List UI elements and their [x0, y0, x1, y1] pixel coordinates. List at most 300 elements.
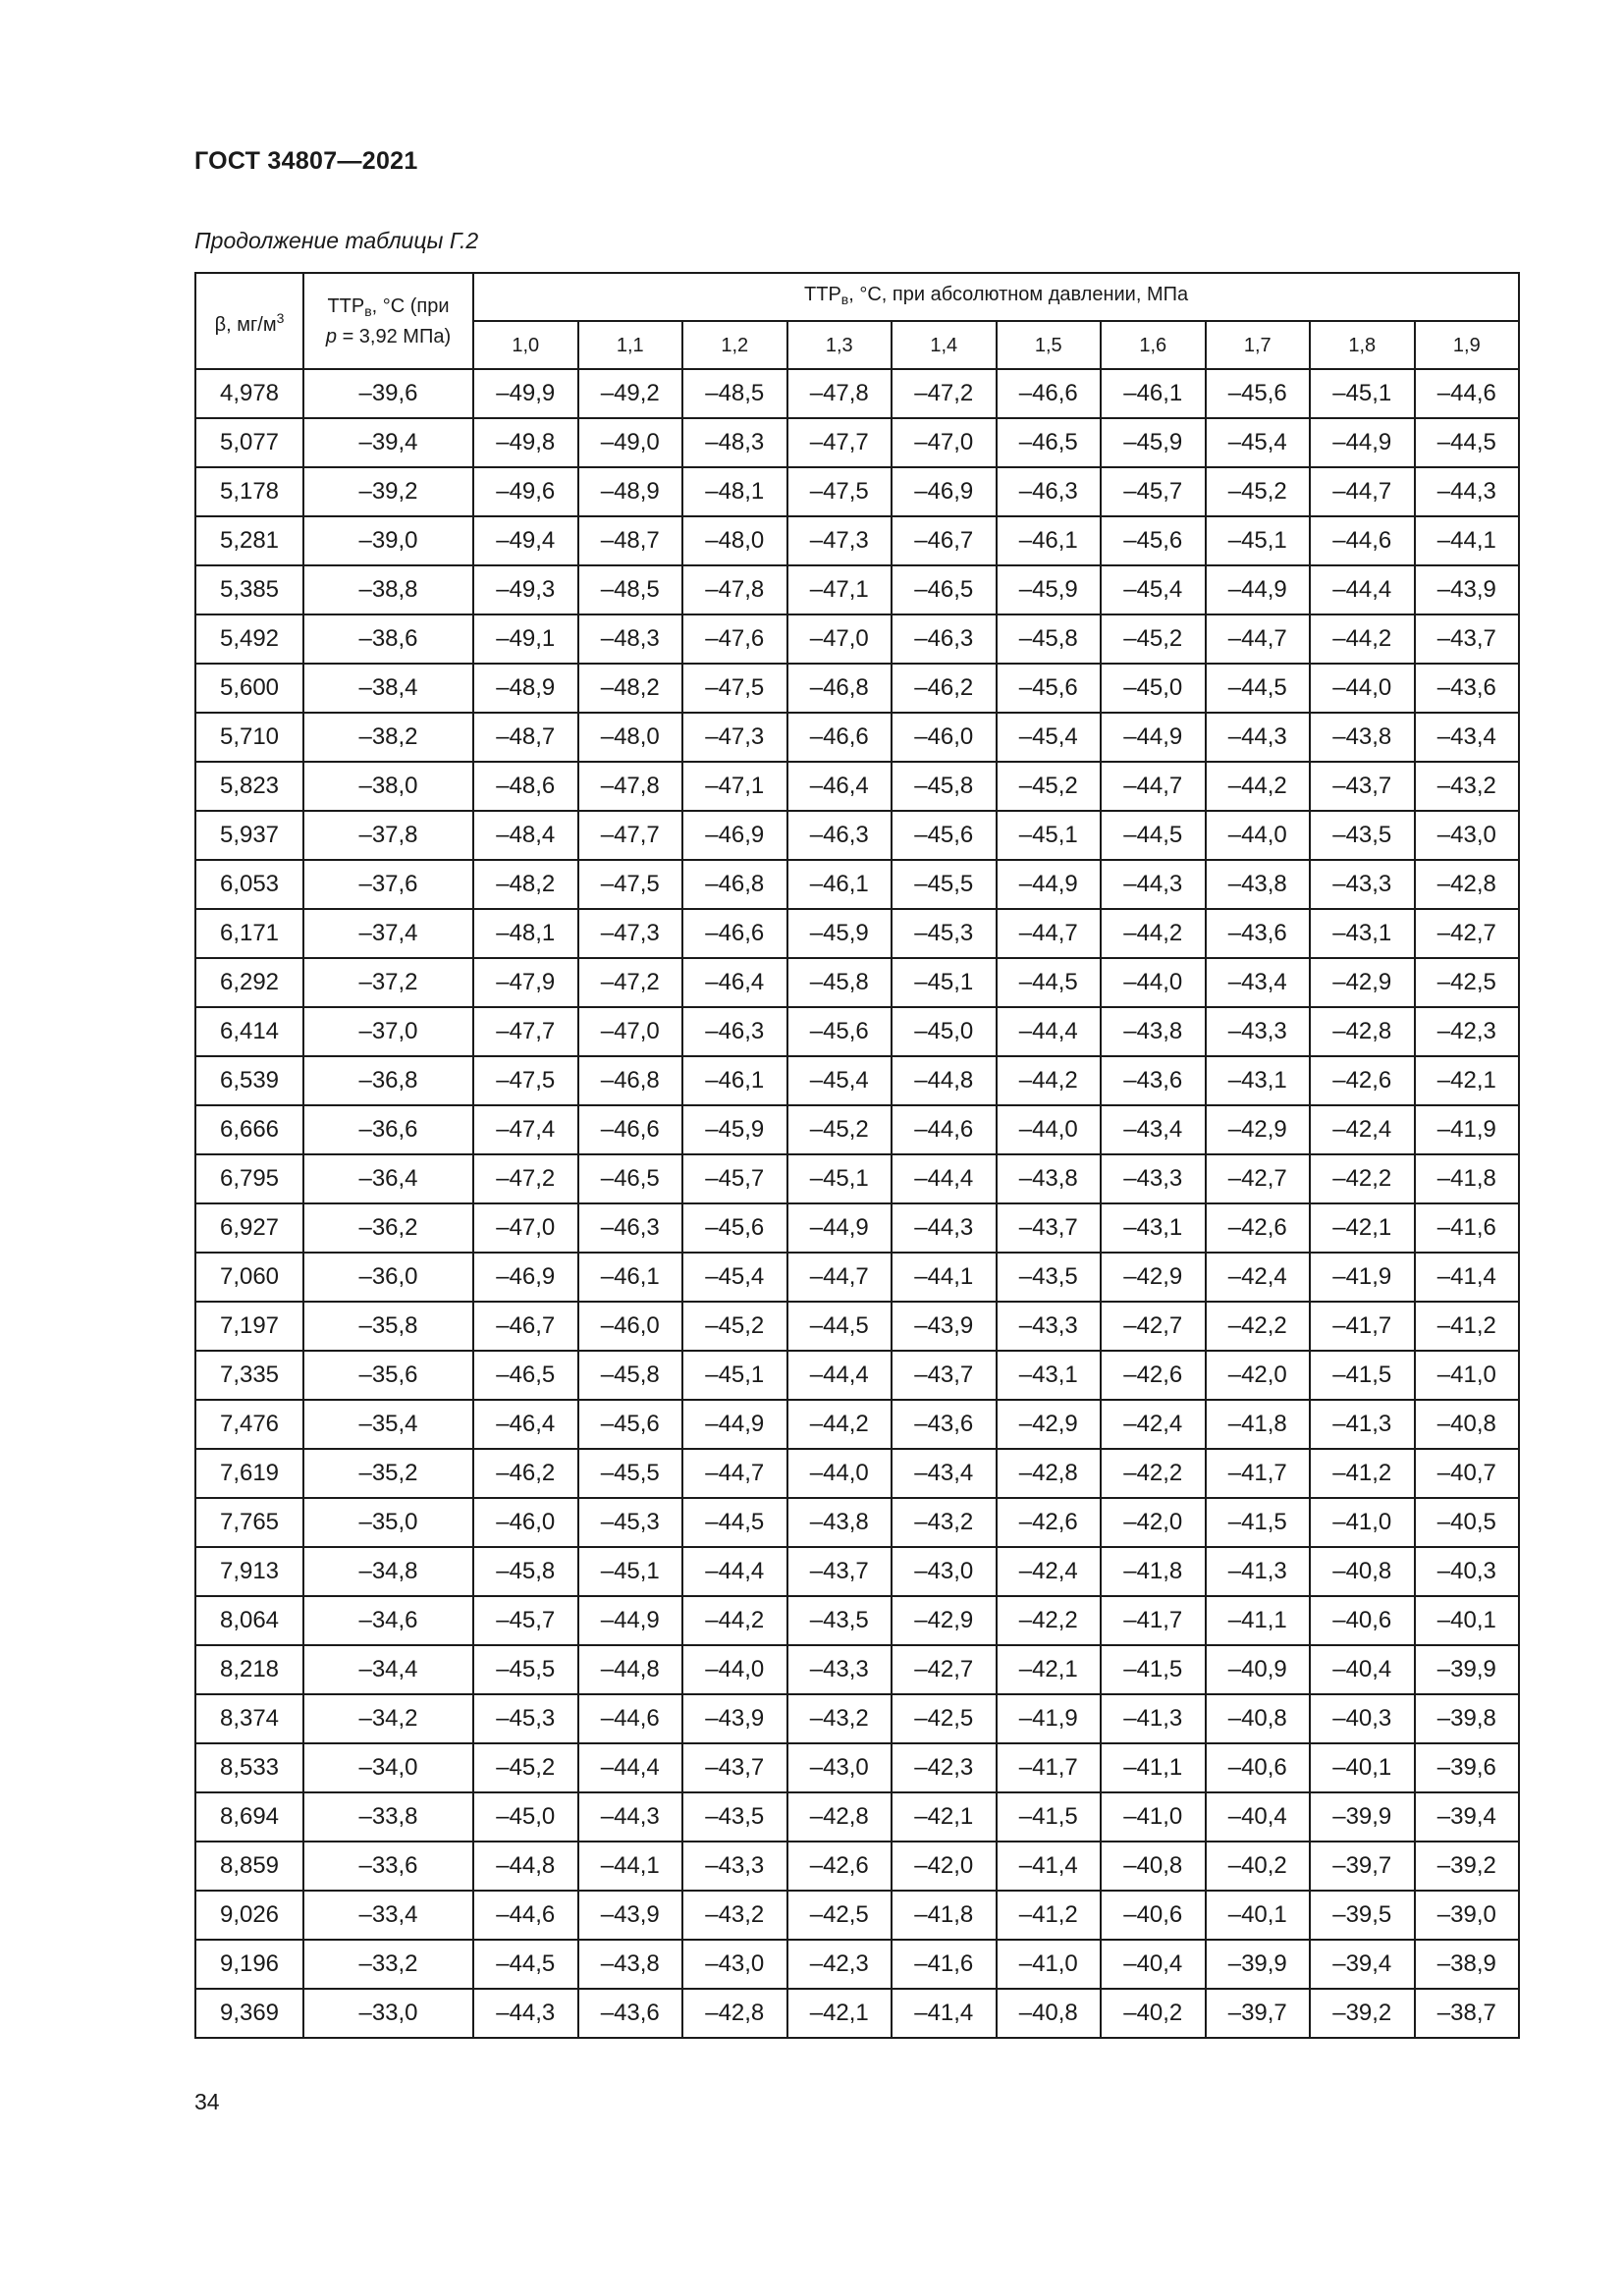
ttp-3-92-cell: –33,0 — [303, 1989, 473, 2038]
ttp-pressure-cell: –45,0 — [1101, 664, 1206, 713]
beta-cell: 9,196 — [195, 1940, 303, 1989]
ttp-pressure-cell: –44,6 — [1310, 516, 1415, 565]
ttp-pressure-cell: –40,4 — [1310, 1645, 1415, 1694]
ttp-pressure-cell: –45,3 — [892, 909, 997, 958]
ttp-pressure-cell: –43,7 — [787, 1547, 893, 1596]
beta-cell: 5,281 — [195, 516, 303, 565]
ttp-pressure-cell: –47,5 — [787, 467, 893, 516]
ttp-pressure-cell: –46,1 — [578, 1253, 683, 1302]
beta-cell: 4,978 — [195, 369, 303, 418]
ttp-pressure-cell: –48,5 — [578, 565, 683, 614]
ttp-pressure-cell: –41,7 — [1101, 1596, 1206, 1645]
ttp-pressure-cell: –46,0 — [578, 1302, 683, 1351]
ttp-pressure-cell: –47,5 — [682, 664, 787, 713]
ttp-pressure-cell: –43,2 — [682, 1891, 787, 1940]
header-pressure-cell: 1,2 — [682, 321, 787, 369]
ttp-pressure-cell: –47,9 — [473, 958, 578, 1007]
ttp-pressure-cell: –43,6 — [578, 1989, 683, 2038]
beta-cell: 8,064 — [195, 1596, 303, 1645]
ttp-pressure-cell: –44,3 — [1101, 860, 1206, 909]
ttp-pressure-cell: –41,3 — [1310, 1400, 1415, 1449]
ttp-pressure-cell: –44,2 — [1206, 762, 1311, 811]
header-beta: β, $мг/м^3$ — [195, 273, 303, 369]
ttp-3-92-cell: –37,0 — [303, 1007, 473, 1056]
ttp-pressure-cell: –46,9 — [892, 467, 997, 516]
table-row — [195, 1645, 1519, 1694]
ttp-pressure-cell: –46,5 — [892, 565, 997, 614]
ttp-pressure-cell: –43,4 — [892, 1449, 997, 1498]
ttp-3-92-cell: –37,4 — [303, 909, 473, 958]
ttp-pressure-cell: –43,8 — [1206, 860, 1311, 909]
ttp-pressure-cell: –44,0 — [997, 1105, 1102, 1154]
table-row — [195, 1989, 1519, 2038]
ttp-3-92-cell: –34,0 — [303, 1743, 473, 1792]
ttp-pressure-cell: –40,6 — [1101, 1891, 1206, 1940]
table-row — [195, 369, 1519, 418]
table-row — [195, 909, 1519, 958]
ttp-pressure-cell: –39,8 — [1415, 1694, 1520, 1743]
ttp-pressure-cell: –46,6 — [787, 713, 893, 762]
ttp-pressure-cell: –48,9 — [473, 664, 578, 713]
beta-cell: 7,335 — [195, 1351, 303, 1400]
ttp-pressure-cell: –47,5 — [473, 1056, 578, 1105]
ttp-pressure-cell: –41,2 — [997, 1891, 1102, 1940]
ttp-pressure-cell: –44,5 — [1415, 418, 1520, 467]
ttp-pressure-cell: –44,0 — [1206, 811, 1311, 860]
ttp-pressure-cell: –48,2 — [473, 860, 578, 909]
ttp-3-92-cell: –39,4 — [303, 418, 473, 467]
ttp-pressure-cell: –38,9 — [1415, 1940, 1520, 1989]
beta-cell: 6,292 — [195, 958, 303, 1007]
ttp-pressure-cell: –43,9 — [892, 1302, 997, 1351]
beta-cell: 6,666 — [195, 1105, 303, 1154]
ttp-pressure-cell: –42,2 — [1101, 1449, 1206, 1498]
header-pressure-cell: 1,4 — [892, 321, 997, 369]
ttp-pressure-cell: –43,0 — [787, 1743, 893, 1792]
ttp-pressure-cell: –39,4 — [1415, 1792, 1520, 1842]
ttp-pressure-cell: –44,1 — [1415, 516, 1520, 565]
beta-cell: 9,369 — [195, 1989, 303, 2038]
table-row — [195, 1891, 1519, 1940]
ttp-pressure-cell: –43,6 — [892, 1400, 997, 1449]
ttp-pressure-cell: –48,3 — [578, 614, 683, 664]
beta-cell: 8,859 — [195, 1842, 303, 1891]
table-row — [195, 1694, 1519, 1743]
table-row — [195, 713, 1519, 762]
ttp-pressure-cell: –45,5 — [578, 1449, 683, 1498]
ttp-pressure-cell: –44,4 — [787, 1351, 893, 1400]
ttp-pressure-cell: –43,3 — [682, 1842, 787, 1891]
ttp-pressure-cell: –41,0 — [1310, 1498, 1415, 1547]
ttp-pressure-cell: –46,6 — [682, 909, 787, 958]
ttp-pressure-cell: –43,8 — [1310, 713, 1415, 762]
header-pressure-cell: 1,1 — [578, 321, 683, 369]
ttp-pressure-cell: –45,2 — [787, 1105, 893, 1154]
header-pressure-group: $ТТР_в$, °С, при абсолютном давлении, МПа — [473, 273, 1519, 321]
ttp-pressure-cell: –47,3 — [682, 713, 787, 762]
ttp-pressure-cell: –40,1 — [1206, 1891, 1311, 1940]
ttp-pressure-cell: –42,5 — [1415, 958, 1520, 1007]
ttp-pressure-cell: –49,1 — [473, 614, 578, 664]
ttp-pressure-cell: –46,1 — [997, 516, 1102, 565]
ttp-pressure-cell: –48,9 — [578, 467, 683, 516]
ttp-pressure-cell: –47,2 — [473, 1154, 578, 1203]
ttp-pressure-cell: –45,8 — [892, 762, 997, 811]
ttp-pressure-cell: –43,7 — [997, 1203, 1102, 1253]
ttp-pressure-cell: –44,5 — [997, 958, 1102, 1007]
ttp-pressure-cell: –45,5 — [892, 860, 997, 909]
ttp-pressure-cell: –47,8 — [578, 762, 683, 811]
ttp-pressure-cell: –41,8 — [892, 1891, 997, 1940]
ttp-pressure-cell: –43,3 — [1310, 860, 1415, 909]
ttp-pressure-cell: –48,4 — [473, 811, 578, 860]
beta-cell: 7,619 — [195, 1449, 303, 1498]
ttp-pressure-cell: –40,4 — [1206, 1792, 1311, 1842]
ttp-pressure-cell: –42,8 — [682, 1989, 787, 2038]
ttp-3-92-cell: –33,6 — [303, 1842, 473, 1891]
ttp-pressure-cell: –46,4 — [473, 1400, 578, 1449]
ttp-pressure-cell: –42,1 — [892, 1792, 997, 1842]
beta-cell: 7,765 — [195, 1498, 303, 1547]
ttp-pressure-cell: –43,1 — [1206, 1056, 1311, 1105]
ttp-pressure-cell: –46,3 — [892, 614, 997, 664]
header-pressure-cell: 1,3 — [787, 321, 893, 369]
ttp-pressure-cell: –44,0 — [682, 1645, 787, 1694]
ttp-pressure-cell: –46,3 — [578, 1203, 683, 1253]
ttp-pressure-cell: –46,8 — [682, 860, 787, 909]
ttp-pressure-cell: –40,8 — [1310, 1547, 1415, 1596]
ttp-pressure-cell: –42,1 — [1415, 1056, 1520, 1105]
ttp-pressure-cell: –48,7 — [578, 516, 683, 565]
ttp-pressure-cell: –42,0 — [1101, 1498, 1206, 1547]
ttp-3-92-cell: –36,4 — [303, 1154, 473, 1203]
header-pressure-cell: 1,0 — [473, 321, 578, 369]
ttp-pressure-cell: –44,9 — [578, 1596, 683, 1645]
ttp-pressure-cell: –43,7 — [682, 1743, 787, 1792]
ttp-pressure-cell: –42,9 — [1206, 1105, 1311, 1154]
ttp-pressure-cell: –39,9 — [1206, 1940, 1311, 1989]
ttp-pressure-cell: –47,8 — [787, 369, 893, 418]
ttp-pressure-cell: –49,3 — [473, 565, 578, 614]
table-row — [195, 418, 1519, 467]
ttp-pressure-cell: –42,6 — [787, 1842, 893, 1891]
beta-cell: 5,600 — [195, 664, 303, 713]
ttp-pressure-cell: –40,2 — [1101, 1989, 1206, 2038]
ttp-pressure-cell: –44,4 — [1310, 565, 1415, 614]
ttp-pressure-cell: –44,5 — [682, 1498, 787, 1547]
ttp-pressure-cell: –39,9 — [1310, 1792, 1415, 1842]
ttp-3-92-cell: –37,6 — [303, 860, 473, 909]
ttp-pressure-cell: –41,5 — [1101, 1645, 1206, 1694]
table-row — [195, 1154, 1519, 1203]
beta-cell: 7,913 — [195, 1547, 303, 1596]
ttp-pressure-cell: –46,0 — [473, 1498, 578, 1547]
ttp-pressure-cell: –40,3 — [1415, 1547, 1520, 1596]
ttp-pressure-cell: –45,8 — [997, 614, 1102, 664]
ttp-pressure-cell: –40,6 — [1206, 1743, 1311, 1792]
beta-cell: 8,694 — [195, 1792, 303, 1842]
ttp-pressure-cell: –44,3 — [473, 1989, 578, 2038]
ttp-pressure-cell: –45,8 — [787, 958, 893, 1007]
table-row — [195, 762, 1519, 811]
ttp-pressure-cell: –41,3 — [1206, 1547, 1311, 1596]
ttp-pressure-cell: –47,6 — [682, 614, 787, 664]
table-row — [195, 1253, 1519, 1302]
ttp-pressure-cell: –45,9 — [997, 565, 1102, 614]
ttp-pressure-cell: –41,7 — [1206, 1449, 1311, 1498]
ttp-3-92-cell: –35,2 — [303, 1449, 473, 1498]
ttp-pressure-cell: –42,4 — [1310, 1105, 1415, 1154]
ttp-pressure-cell: –45,9 — [1101, 418, 1206, 467]
ttp-pressure-cell: –42,1 — [1310, 1203, 1415, 1253]
ttp-pressure-cell: –44,8 — [892, 1056, 997, 1105]
table-row — [195, 614, 1519, 664]
ttp-pressure-cell: –45,9 — [787, 909, 893, 958]
ttp-pressure-cell: –46,9 — [473, 1253, 578, 1302]
ttp-pressure-cell: –45,6 — [1206, 369, 1311, 418]
ttp-pressure-cell: –41,8 — [1206, 1400, 1311, 1449]
ttp-pressure-cell: –40,3 — [1310, 1694, 1415, 1743]
ttp-pressure-cell: –45,7 — [473, 1596, 578, 1645]
ttp-pressure-cell: –44,8 — [473, 1842, 578, 1891]
header-pressure-cell: 1,9 — [1415, 321, 1520, 369]
table-row — [195, 1351, 1519, 1400]
ttp-pressure-cell: –45,6 — [997, 664, 1102, 713]
beta-cell: 7,197 — [195, 1302, 303, 1351]
ttp-pressure-cell: –44,3 — [892, 1203, 997, 1253]
ttp-3-92-cell: –35,0 — [303, 1498, 473, 1547]
ttp-pressure-cell: –48,7 — [473, 713, 578, 762]
ttp-pressure-cell: –44,4 — [578, 1743, 683, 1792]
ttp-pressure-cell: –46,9 — [682, 811, 787, 860]
ttp-pressure-cell: –44,6 — [578, 1694, 683, 1743]
ttp-pressure-cell: –43,8 — [787, 1498, 893, 1547]
beta-cell: 6,795 — [195, 1154, 303, 1203]
ttp-pressure-cell: –44,8 — [578, 1645, 683, 1694]
beta-cell: 6,414 — [195, 1007, 303, 1056]
ttp-pressure-cell: –43,2 — [1415, 762, 1520, 811]
ttp-pressure-cell: –42,7 — [892, 1645, 997, 1694]
ttp-pressure-cell: –43,7 — [892, 1351, 997, 1400]
table-row — [195, 516, 1519, 565]
ttp-pressure-cell: –46,4 — [682, 958, 787, 1007]
ttp-pressure-cell: –45,4 — [997, 713, 1102, 762]
ttp-pressure-cell: –48,6 — [473, 762, 578, 811]
ttp-3-92-cell: –38,6 — [303, 614, 473, 664]
ttp-pressure-cell: –46,0 — [892, 713, 997, 762]
ttp-pressure-cell: –43,9 — [682, 1694, 787, 1743]
ttp-pressure-cell: –44,6 — [892, 1105, 997, 1154]
ttp-3-92-cell: –38,2 — [303, 713, 473, 762]
table-row — [195, 1400, 1519, 1449]
ttp-pressure-cell: –44,5 — [1101, 811, 1206, 860]
ttp-pressure-cell: –41,9 — [997, 1694, 1102, 1743]
ttp-pressure-cell: –41,7 — [997, 1743, 1102, 1792]
ttp-3-92-cell: –36,8 — [303, 1056, 473, 1105]
ttp-pressure-cell: –44,6 — [473, 1891, 578, 1940]
ttp-pressure-cell: –42,4 — [1206, 1253, 1311, 1302]
ttp-3-92-cell: –39,2 — [303, 467, 473, 516]
beta-cell: 5,385 — [195, 565, 303, 614]
ttp-pressure-cell: –42,8 — [997, 1449, 1102, 1498]
ttp-pressure-cell: –42,7 — [1101, 1302, 1206, 1351]
ttp-pressure-cell: –45,3 — [578, 1498, 683, 1547]
ttp-pressure-cell: –45,2 — [1206, 467, 1311, 516]
ttp-pressure-cell: –46,1 — [787, 860, 893, 909]
ttp-3-92-cell: –39,0 — [303, 516, 473, 565]
ttp-pressure-cell: –47,3 — [578, 909, 683, 958]
ttp-pressure-cell: –44,0 — [1101, 958, 1206, 1007]
table-row — [195, 467, 1519, 516]
ttp-pressure-cell: –48,3 — [682, 418, 787, 467]
ttp-pressure-cell: –41,1 — [1206, 1596, 1311, 1645]
ttp-pressure-cell: –40,8 — [1206, 1694, 1311, 1743]
beta-cell: 7,476 — [195, 1400, 303, 1449]
ttp-pressure-cell: –41,0 — [997, 1940, 1102, 1989]
ttp-pressure-cell: –49,0 — [578, 418, 683, 467]
ttp-pressure-cell: –43,0 — [682, 1940, 787, 1989]
ttp-pressure-cell: –42,3 — [787, 1940, 893, 1989]
ttp-pressure-cell: –44,1 — [892, 1253, 997, 1302]
ttp-pressure-cell: –45,3 — [473, 1694, 578, 1743]
ttp-pressure-cell: –43,1 — [1101, 1203, 1206, 1253]
ttp-pressure-cell: –40,4 — [1101, 1940, 1206, 1989]
ttp-pressure-cell: –44,4 — [997, 1007, 1102, 1056]
ttp-pressure-cell: –46,3 — [997, 467, 1102, 516]
beta-cell: 6,053 — [195, 860, 303, 909]
table-row — [195, 958, 1519, 1007]
ttp-pressure-cell: –43,5 — [997, 1253, 1102, 1302]
table-row — [195, 811, 1519, 860]
ttp-pressure-cell: –42,2 — [1206, 1302, 1311, 1351]
ttp-3-92-cell: –38,4 — [303, 664, 473, 713]
ttp-pressure-cell: –43,5 — [682, 1792, 787, 1842]
ttp-3-92-cell: –36,6 — [303, 1105, 473, 1154]
ttp-pressure-cell: –41,5 — [997, 1792, 1102, 1842]
ttp-pressure-cell: –45,4 — [1101, 565, 1206, 614]
beta-cell: 7,060 — [195, 1253, 303, 1302]
ttp-pressure-cell: –39,7 — [1310, 1842, 1415, 1891]
ttp-pressure-cell: –48,1 — [682, 467, 787, 516]
ttp-pressure-cell: –42,8 — [787, 1792, 893, 1842]
ttp-3-92-cell: –35,6 — [303, 1351, 473, 1400]
ttp-3-92-cell: –37,2 — [303, 958, 473, 1007]
ttp-pressure-cell: –43,4 — [1415, 713, 1520, 762]
ttp-pressure-cell: –45,4 — [787, 1056, 893, 1105]
ttp-pressure-cell: –43,7 — [1310, 762, 1415, 811]
ttp-pressure-cell: –41,7 — [1310, 1302, 1415, 1351]
table-row — [195, 1792, 1519, 1842]
ttp-pressure-cell: –41,8 — [1415, 1154, 1520, 1203]
ttp-pressure-cell: –46,1 — [1101, 369, 1206, 418]
table-row — [195, 1302, 1519, 1351]
ttp-pressure-cell: –39,2 — [1415, 1842, 1520, 1891]
ttp-3-92-cell: –34,6 — [303, 1596, 473, 1645]
ttp-pressure-cell: –43,1 — [1310, 909, 1415, 958]
ttp-pressure-cell: –48,1 — [473, 909, 578, 958]
ttp-pressure-cell: –48,0 — [682, 516, 787, 565]
ttp-pressure-cell: –43,9 — [578, 1891, 683, 1940]
table-row — [195, 860, 1519, 909]
ttp-pressure-cell: –41,6 — [1415, 1203, 1520, 1253]
ttp-pressure-cell: –43,8 — [997, 1154, 1102, 1203]
ttp-pressure-cell: –44,2 — [1101, 909, 1206, 958]
ttp-pressure-cell: –39,9 — [1415, 1645, 1520, 1694]
ttp-pressure-cell: –49,8 — [473, 418, 578, 467]
ttp-pressure-cell: –47,3 — [787, 516, 893, 565]
ttp-pressure-cell: –41,9 — [1415, 1105, 1520, 1154]
ttp-pressure-cell: –49,6 — [473, 467, 578, 516]
ttp-pressure-cell: –41,1 — [1101, 1743, 1206, 1792]
beta-cell: 6,171 — [195, 909, 303, 958]
ttp-pressure-cell: –41,5 — [1310, 1351, 1415, 1400]
ttp-pressure-cell: –39,5 — [1310, 1891, 1415, 1940]
ttp-pressure-cell: –41,9 — [1310, 1253, 1415, 1302]
ttp-pressure-cell: –45,6 — [578, 1400, 683, 1449]
beta-cell: 9,026 — [195, 1891, 303, 1940]
ttp-pressure-cell: –45,2 — [997, 762, 1102, 811]
ttp-pressure-cell: –42,5 — [892, 1694, 997, 1743]
ttp-pressure-cell: –42,9 — [997, 1400, 1102, 1449]
ttp-pressure-cell: –42,9 — [1310, 958, 1415, 1007]
ttp-pressure-cell: –41,0 — [1415, 1351, 1520, 1400]
table-caption: Продолжение таблицы Г.2 — [194, 228, 479, 253]
ttp-pressure-cell: –42,9 — [1101, 1253, 1206, 1302]
ttp-pressure-cell: –45,6 — [682, 1203, 787, 1253]
ttp-pressure-cell: –45,1 — [578, 1547, 683, 1596]
beta-cell: 6,539 — [195, 1056, 303, 1105]
beta-cell: 6,927 — [195, 1203, 303, 1253]
ttp-pressure-cell: –45,0 — [892, 1007, 997, 1056]
ttp-pressure-cell: –40,6 — [1310, 1596, 1415, 1645]
ttp-3-92-cell: –33,2 — [303, 1940, 473, 1989]
ttp-pressure-cell: –45,6 — [1101, 516, 1206, 565]
ttp-pressure-cell: –42,8 — [1415, 860, 1520, 909]
ttp-pressure-cell: –44,7 — [997, 909, 1102, 958]
table-row — [195, 1105, 1519, 1154]
ttp-pressure-cell: –43,0 — [892, 1547, 997, 1596]
ttp-3-92-cell: –38,8 — [303, 565, 473, 614]
ttp-pressure-cell: –44,9 — [1206, 565, 1311, 614]
ttp-pressure-cell: –42,9 — [892, 1596, 997, 1645]
ttp-pressure-cell: –46,7 — [892, 516, 997, 565]
ttp-pressure-cell: –40,2 — [1206, 1842, 1311, 1891]
ttp-pressure-cell: –43,7 — [1415, 614, 1520, 664]
ttp-pressure-cell: –40,8 — [997, 1989, 1102, 2038]
ttp-pressure-cell: –43,1 — [997, 1351, 1102, 1400]
ttp-pressure-cell: –45,5 — [473, 1645, 578, 1694]
table-row — [195, 1547, 1519, 1596]
ttp-pressure-cell: –42,3 — [892, 1743, 997, 1792]
ttp-pressure-cell: –44,7 — [1206, 614, 1311, 664]
header-pressure-cell: 1,6 — [1101, 321, 1206, 369]
table-row — [195, 565, 1519, 614]
table-row — [195, 1449, 1519, 1498]
ttp-pressure-cell: –44,0 — [1310, 664, 1415, 713]
ttp-pressure-cell: –44,4 — [892, 1154, 997, 1203]
ttp-3-92-cell: –36,2 — [303, 1203, 473, 1253]
ttp-pressure-cell: –46,8 — [787, 664, 893, 713]
table-body — [195, 369, 1519, 2038]
ttp-pressure-cell: –43,3 — [997, 1302, 1102, 1351]
ttp-pressure-cell: –47,7 — [473, 1007, 578, 1056]
ttp-pressure-cell: –43,5 — [1310, 811, 1415, 860]
ttp-pressure-cell: –41,3 — [1101, 1694, 1206, 1743]
ttp-pressure-cell: –41,5 — [1206, 1498, 1311, 1547]
ttp-pressure-cell: –42,8 — [1310, 1007, 1415, 1056]
ttp-pressure-cell: –45,2 — [1101, 614, 1206, 664]
ttp-pressure-cell: –45,2 — [682, 1302, 787, 1351]
